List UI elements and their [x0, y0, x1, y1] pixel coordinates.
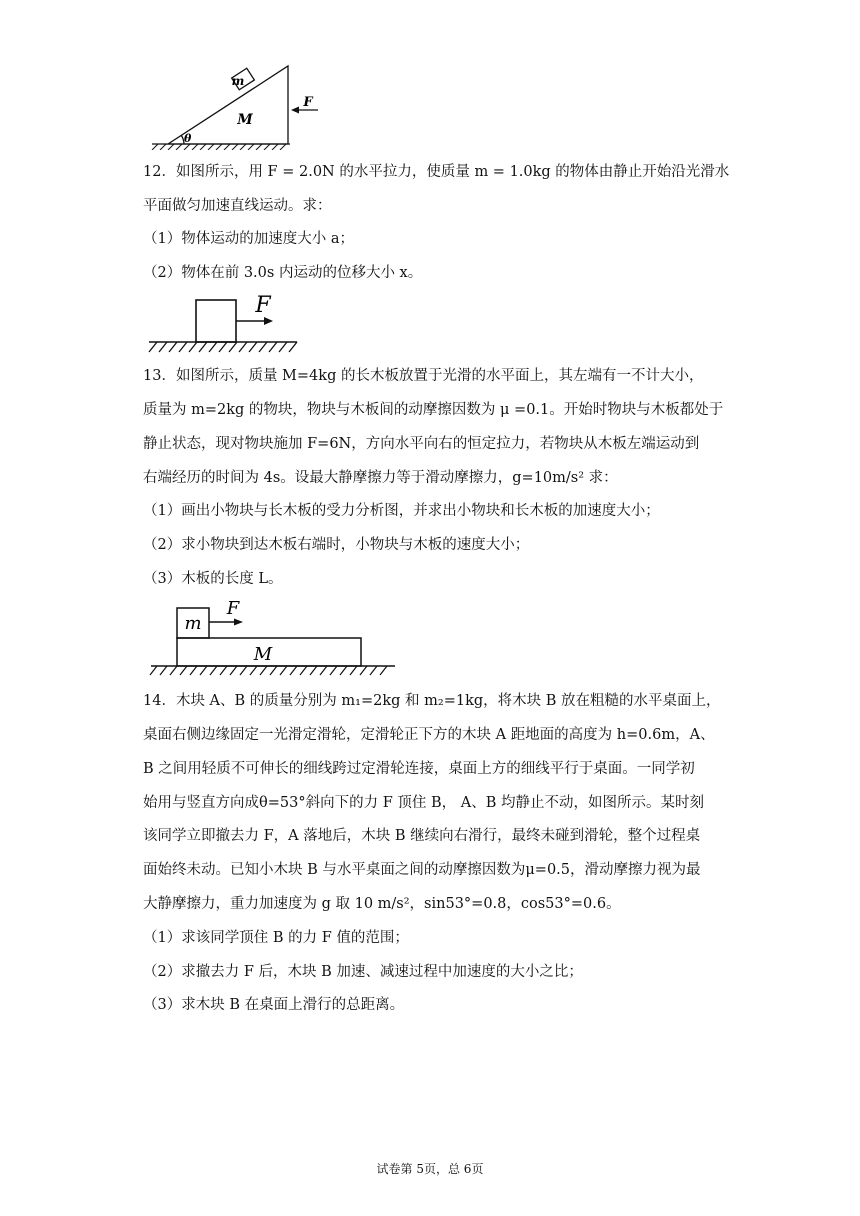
q12-line-4: （2）物体在前 3.0s 内运动的位移大小 x。 [143, 265, 423, 281]
block-m-label: m [231, 74, 245, 88]
q14-line-10: （3）求木块 B 在桌面上滑行的总距离。 [143, 997, 405, 1013]
q13-line-3: 静止状态，现对物块施加 F=6N，方向水平向右的恒定拉力，若物块从木板左端运动到 [143, 436, 700, 452]
q14-line-2: 桌面右侧边缘固定一光滑定滑轮，定滑轮正下方的木块 A 距地面的高度为 h=0.6m，A、 [143, 727, 715, 743]
board-M-label: M [253, 644, 273, 665]
q14-line-1: 14．木块 A、B 的质量分别为 m₁=2kg 和 m₂=1kg，将木块 B 放在粗糙的水平桌面上， [143, 693, 721, 709]
q13-line-6: （2）求小物块到达木板右端时，小物块与木板的速度大小； [143, 537, 530, 553]
force-F-label-2: F [255, 293, 271, 318]
block-force-figure [145, 290, 305, 358]
wedge-M-label: M [237, 112, 253, 128]
q14-line-8: （1）求该同学顶住 B 的力 F 值的范围； [143, 930, 409, 946]
block-on-board-figure [145, 596, 401, 686]
q12-line-3: （1）物体运动的加速度大小 a； [143, 231, 354, 247]
q13-line-1: 13．如图所示，质量 M=4kg 的长木板放置于光滑的水平面上，其左端有一不计大小， [143, 368, 704, 384]
force-F-label: F [303, 95, 313, 110]
q14-line-9: （2）求撤去力 F 后，木块 B 加速、减速过程中加速度的大小之比； [143, 964, 583, 980]
block-m-label-2: m [184, 613, 202, 634]
q14-line-6: 面始终未动。已知小木块 B 与水平桌面之间的动摩擦因数为μ=0.5，滑动摩擦力视为最 [143, 862, 701, 878]
q13-line-4: 右端经历的时间为 4s。设最大静摩擦力等于滑动摩擦力，g=10m/s² 求： [143, 470, 618, 486]
force-F-label-3: F [226, 598, 240, 619]
page-footer: 试卷第 5页，总 6页 [376, 1162, 484, 1176]
q13-line-7: （3）木板的长度 L。 [143, 571, 283, 587]
q14-line-3: B 之间用轻质不可伸长的细线跨过定滑轮连接，桌面上方的细线平行于桌面。一同学初 [143, 761, 695, 777]
angle-theta-label: θ [184, 132, 192, 145]
incline-wedge-figure [140, 58, 340, 150]
q12-line-1: 12．如图所示，用 F = 2.0N 的水平拉力，使质量 m = 1.0kg 的物体由静止开始沿光滑水 [143, 164, 730, 180]
q14-line-4: 始用与竖直方向成θ=53°斜向下的力 F 顶住 B， A、B 均静止不动，如图所示。某时刻 [143, 795, 704, 811]
q12-line-2: 平面做匀加速直线运动。求： [143, 198, 332, 214]
q13-line-2: 质量为 m=2kg 的物块，物块与木板间的动摩擦因数为 μ =0.1。开始时物块与木板都处于 [143, 402, 724, 418]
q14-line-5: 该同学立即撤去力 F，A 落地后，木块 B 继续向右滑行，最终未碰到滑轮，整个过程桌 [143, 828, 701, 844]
q14-line-7: 大静摩擦力，重力加速度为 g 取 10 m/s²，sin53°=0.8，cos53°=0.6。 [143, 896, 621, 912]
q13-line-5: （1）画出小物块与长木板的受力分析图，并求出小物块和长木板的加速度大小； [143, 503, 660, 519]
